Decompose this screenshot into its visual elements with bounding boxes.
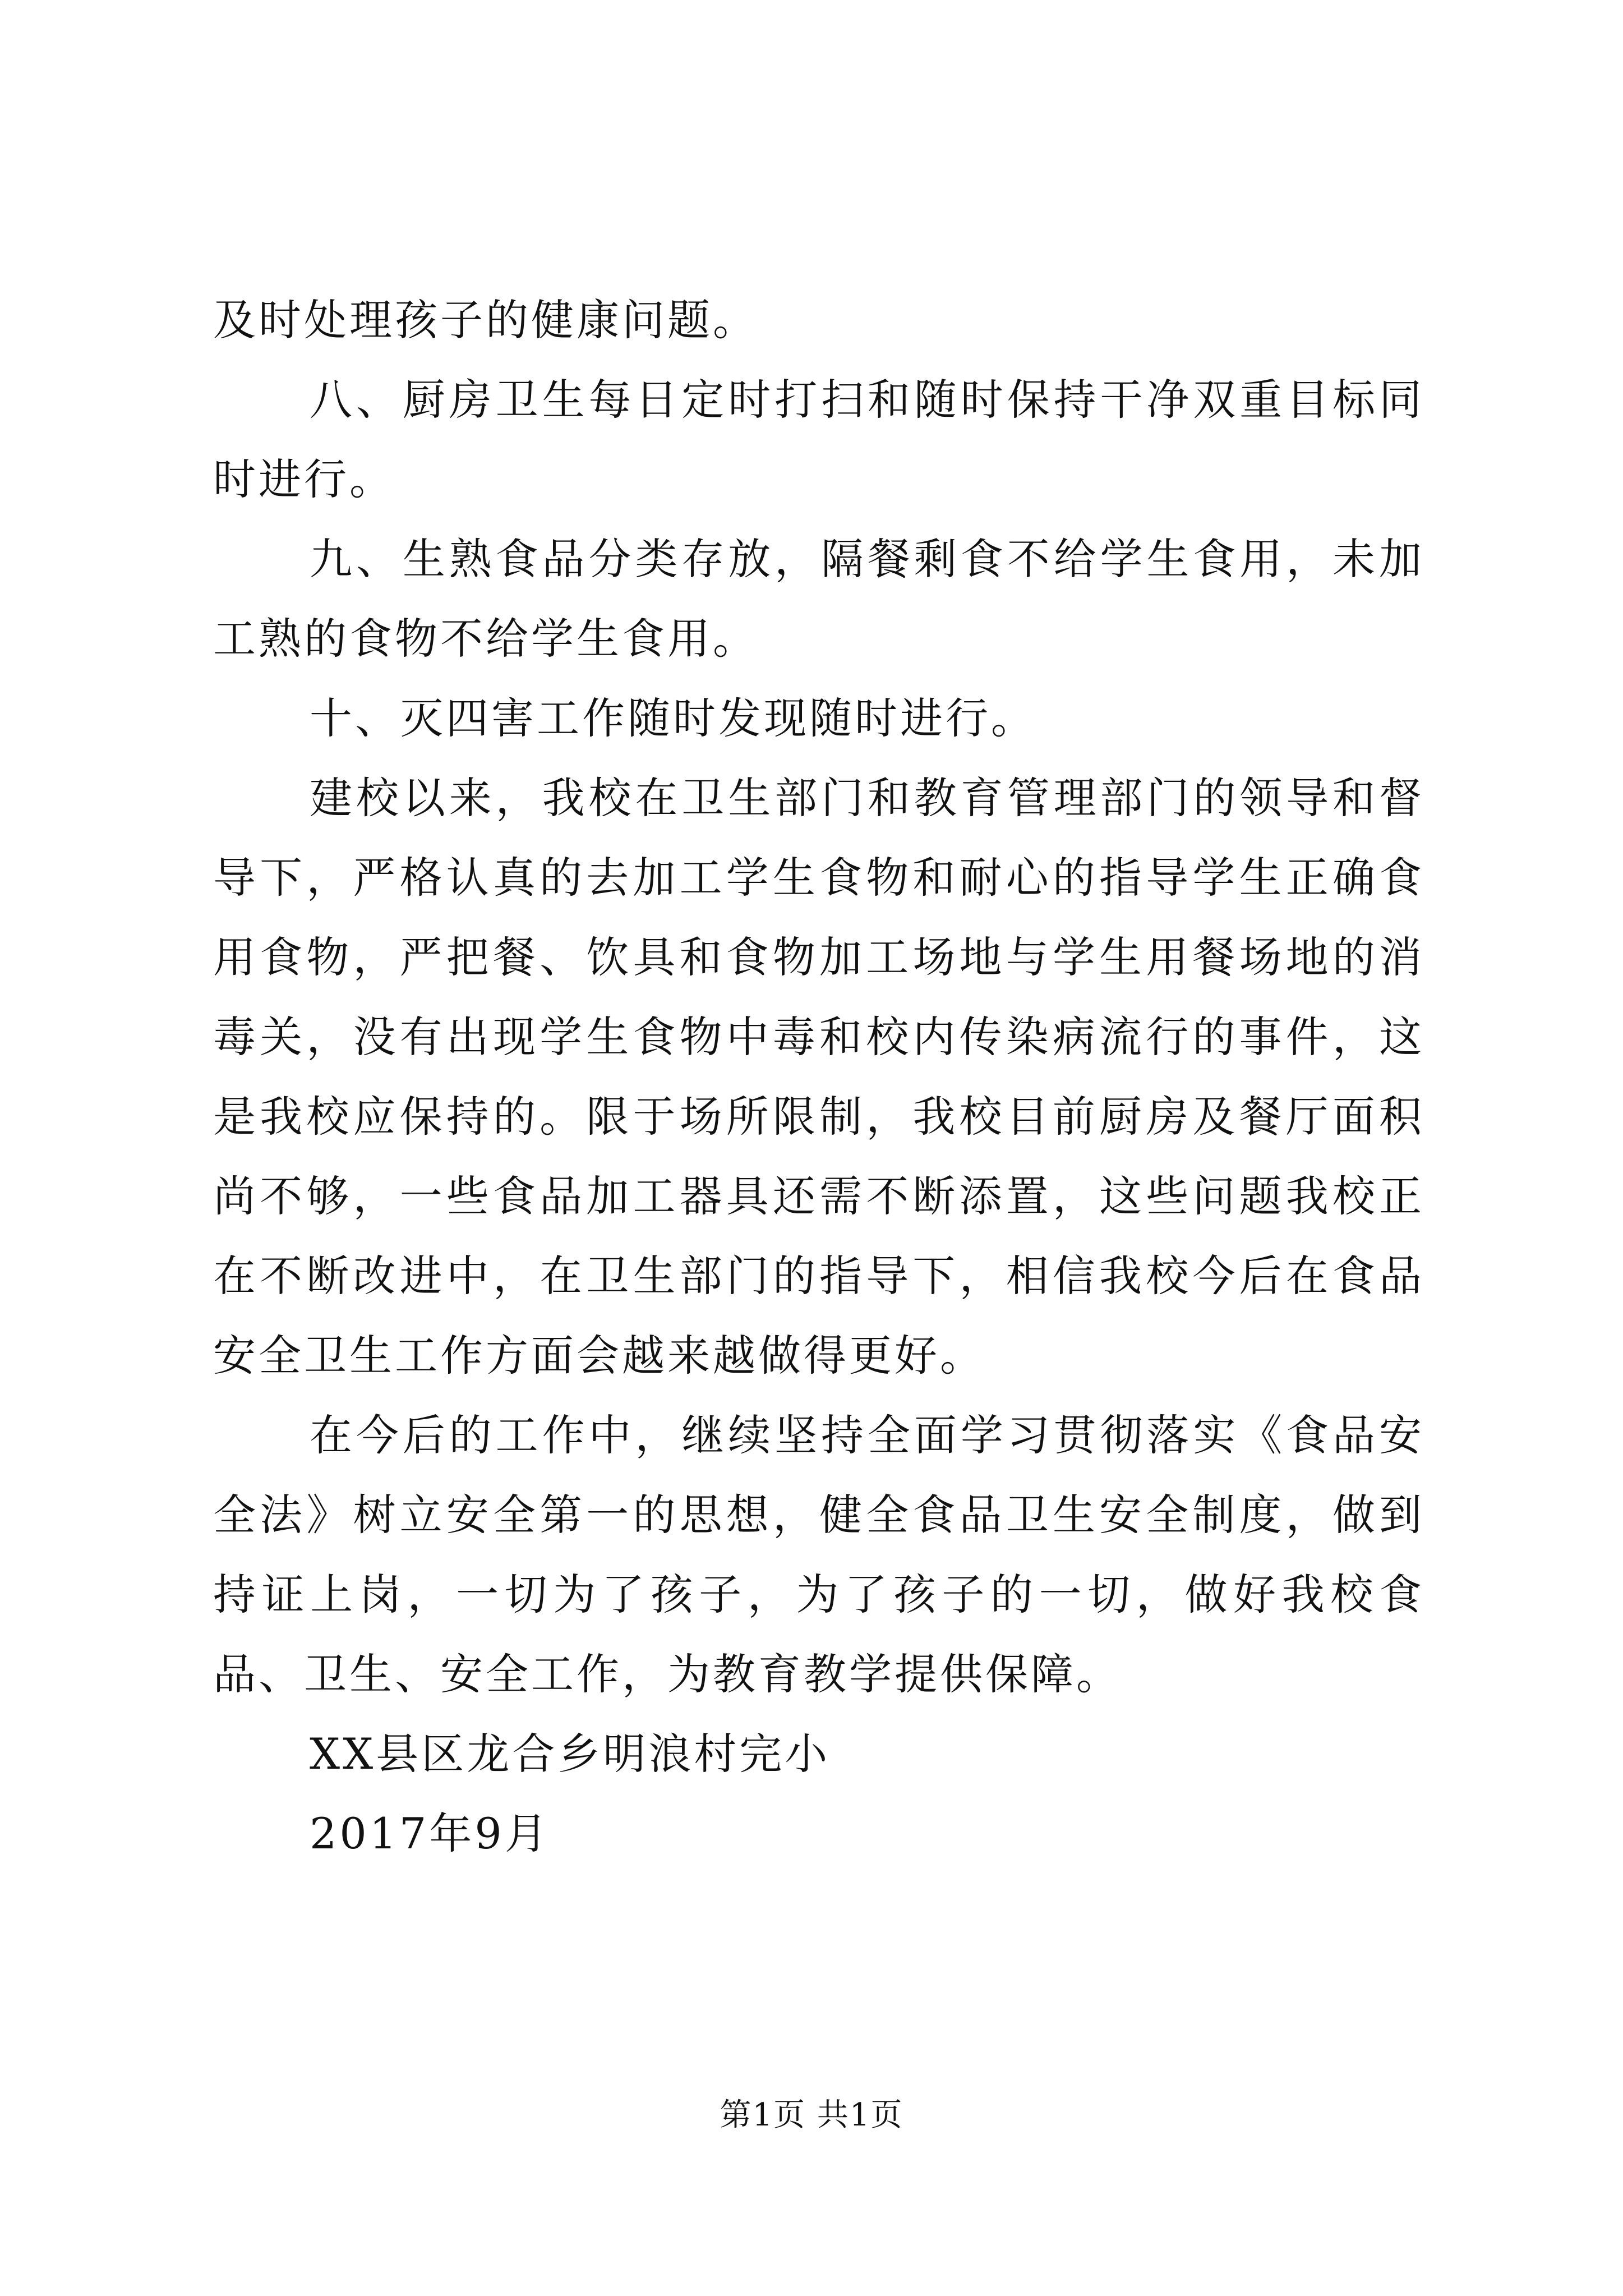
paragraph-item-nine: 九、生熟食品分类存放，隔餐剩食不给学生食用，未加工熟的食物不给学生食用。 [213,534,1424,664]
document-body [213,280,1424,1874]
signature-school: XX县区龙合乡明浪村完小 [310,1729,831,1779]
paragraph-future-work: 在今后的工作中，继续坚持全面学习贯彻落实《食品安全法》树立安全第一的思想，健全食品卫生安全制度，做到持证上岗，一切为了孩子，为了孩子的一切，做好我校食品、卫生、安全工作，为教育教学提供保障。 [213,1410,1424,1699]
page-number-footer: 第1页 共1页 [720,2097,903,2133]
paragraph-item-eight: 八、厨房卫生每日定时打扫和随时保持干净双重目标同时进行。 [213,375,1424,504]
paragraph-item-ten: 十、灭四害工作随时发现随时进行。 [310,693,1036,743]
paragraph-summary: 建校以来，我校在卫生部门和教育管理部门的领导和督导下，严格认真的去加工学生食物和耐心的指导学生正确食用食物，严把餐、饮具和食物加工场地与学生用餐场地的消毒关，没有出现学生食物中毒和校内传染病流行的事件，这是我校应保持的。限于场所限制，我校目前厨房及餐厅面积尚不够，一些食品加工器具还需不断添置，这些问题我校正在不断改进中，在卫生部门的指导下，相信我校今后在食品安全卫生工作方面会越来越做得更好。 [213,773,1424,1381]
signature-date: 2017年9月 [310,1809,550,1858]
paragraph-health-issues: 及时处理孩子的健康问题。 [213,295,758,345]
